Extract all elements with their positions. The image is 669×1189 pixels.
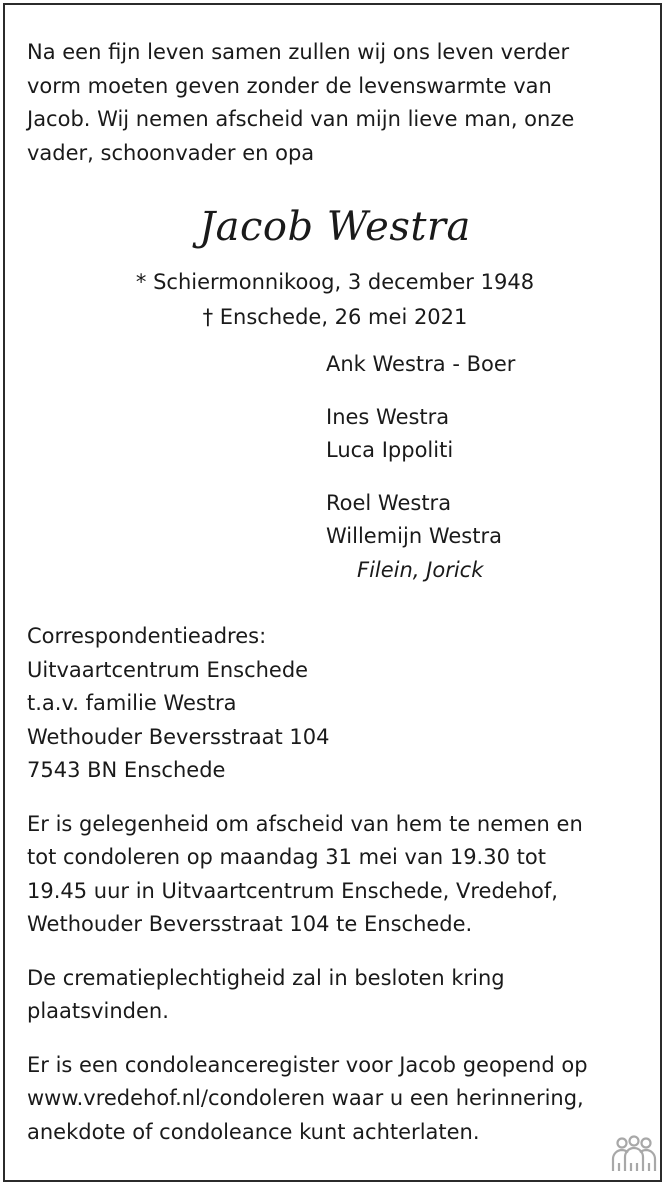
intro-line: Na een fijn leven samen zullen wij ons leven verder <box>27 40 570 64</box>
paragraph-line: anekdote of condoleance kunt achterlaten. <box>27 1119 480 1144</box>
paragraph-line: Wethouder Beversstraat 104 te Enschede. <box>27 912 473 936</box>
correspondence-address <box>27 620 647 788</box>
address-line: t.a.v. familie Westra <box>27 691 237 715</box>
address-line: Wethouder Beversstraat 104 <box>27 724 330 749</box>
paragraph-line: tot condoleren op maandag 31 mei van 19.30 tot <box>27 845 546 869</box>
family-member: Luca Ippoliti <box>326 438 454 462</box>
life-dates <box>27 265 643 335</box>
address-line: Uitvaartcentrum Enschede <box>27 657 309 682</box>
birth-line: * Schiermonnikoog, 3 december 1948 <box>135 270 535 294</box>
intro-line: vader, schoonvader en opa <box>27 140 315 165</box>
family-signatures <box>326 348 647 587</box>
obituary-notice <box>27 36 647 1149</box>
family-member: Ines Westra <box>326 404 450 429</box>
paragraph-line: Er is een condoleanceregister voor Jacob geopend op <box>27 1052 588 1077</box>
family-member: Willemijn Westra <box>326 524 502 548</box>
paragraph-line: www.vredehof.nl/condoleren waar u een herinnering, <box>27 1086 584 1110</box>
paragraph-line: Er is gelegenheid om afscheid van hem te nemen en <box>27 811 583 836</box>
intro-line: Jacob. Wij nemen afscheid van mijn lieve man, onze <box>27 107 575 131</box>
paragraph-line: plaatsvinden. <box>27 999 169 1023</box>
family-group-spouse <box>326 348 647 382</box>
register-paragraph <box>27 1049 647 1150</box>
condolence-paragraph <box>27 808 647 942</box>
death-line: † Enschede, 26 mei 2021 <box>202 305 468 329</box>
paragraph-line: De crematieplechtigheid zal in besloten kring <box>27 965 505 990</box>
family-group <box>326 487 647 588</box>
grandchildren-names: Filein, Jorick <box>357 557 484 582</box>
spouse-name: Ank Westra - Boer <box>326 352 516 376</box>
address-line: Correspondentieadres: <box>27 624 267 648</box>
family-group <box>326 401 647 468</box>
intro-line: vorm moeten geven zonder de levenswarmte van <box>27 73 552 98</box>
address-line: 7543 BN Enschede <box>27 758 226 782</box>
paragraph-line: 19.45 uur in Uitvaartcentrum Enschede, Vredehof, <box>27 878 558 903</box>
deceased-name: Jacob Westra <box>199 204 471 250</box>
intro-text <box>27 36 647 170</box>
family-member: Roel Westra <box>326 490 452 515</box>
cremation-paragraph <box>27 962 647 1029</box>
people-group-icon <box>609 1135 659 1175</box>
